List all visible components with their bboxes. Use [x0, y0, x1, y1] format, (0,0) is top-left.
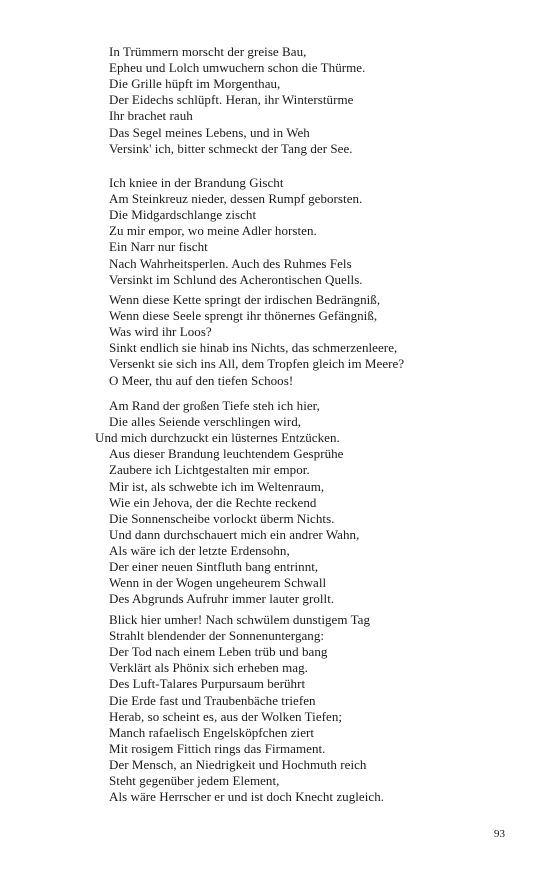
poem-line: Der Tod nach einem Leben trüb und bang — [109, 644, 328, 659]
poem-line: Steht gegenüber jedem Element, — [109, 773, 280, 788]
poem-line: Die Midgardschlange zischt — [109, 207, 257, 222]
poem-line: Am Steinkreuz nieder, dessen Rumpf geborsten. — [109, 191, 363, 206]
poem-line: Ich kniee in der Brandung Gischt — [109, 175, 284, 190]
poem-line: Des Abgrunds Aufruhr immer lauter grollt. — [109, 591, 335, 606]
poem-line: Die Grille hüpft im Morgenthau, — [109, 76, 281, 91]
poem-line: Als wäre ich der letzte Erdensohn, — [109, 543, 290, 558]
poem-line: Die Sonnenscheibe vorlockt überm Nichts. — [109, 511, 335, 526]
poem-line: Zu mir empor, wo meine Adler horsten. — [109, 223, 317, 238]
poem-line: Manch rafaelisch Engelsköpfchen ziert — [109, 725, 315, 740]
poem-line: Versink' ich, bitter schmeckt der Tang der See. — [109, 141, 353, 156]
poem-line: Ein Narr nur fischt — [109, 239, 208, 254]
poem-line: Die Erde fast und Traubenbäche triefen — [109, 693, 316, 708]
poem-line: Der Eidechs schlüpft. Heran, ihr Winterstürme — [109, 92, 354, 107]
poem-line: Aus dieser Brandung leuchtendem Gesprühe — [109, 446, 344, 461]
poem-line: Und mich durchzuckt ein lüsternes Entzücken. — [95, 430, 340, 445]
poem-line: Nach Wahrheitsperlen. Auch des Ruhmes Fels — [109, 256, 352, 271]
poem-line: Strahlt blendender der Sonnenuntergang: — [109, 628, 325, 643]
poem-line: Wenn diese Seele sprengt ihr thönernes Gefängniß, — [109, 308, 378, 323]
poem-line: Epheu und Lolch umwuchern schon die Thürme. — [109, 60, 366, 75]
poem-line: Wenn in der Wogen ungeheurem Schwall — [109, 575, 327, 590]
poem-line: Herab, so scheint es, aus der Wolken Tiefen; — [109, 709, 343, 724]
poem-line: O Meer, thu auf den tiefen Schoos! — [109, 373, 294, 388]
poem-line: Des Luft-Talares Purpursaum berührt — [109, 676, 306, 691]
poem-line: In Trümmern morscht der greise Bau, — [109, 44, 307, 59]
poem-line: Am Rand der großen Tiefe steh ich hier, — [109, 398, 320, 413]
poem-line: Der einer neuen Sintfluth bang entrinnt, — [109, 559, 319, 574]
poem-line: Die alles Seiende verschlingen wird, — [109, 414, 302, 429]
poem-line: Verklärt als Phönix sich erheben mag. — [109, 660, 308, 675]
poem-line: Mit rosigem Fittich rings das Firmament. — [109, 741, 326, 756]
poem-line: Blick hier umher! Nach schwülem dunstigem Tag — [109, 612, 371, 627]
poem-line: Ihr brachet rauh — [109, 108, 193, 123]
poem-line: Versenkt sie sich ins All, dem Tropfen gleich im Meere? — [109, 356, 405, 371]
poem-line: Wie ein Jehova, der die Rechte reckend — [109, 495, 317, 510]
page-number: 93 — [494, 828, 505, 840]
poem-line: Als wäre Herrscher er und ist doch Knecht zugleich. — [109, 789, 385, 804]
poem-line: Sinkt endlich sie hinab ins Nichts, das schmerzenleere, — [109, 340, 398, 355]
poem-line: Zaubere ich Lichtgestalten mir empor. — [109, 462, 310, 477]
poem-line: Was wird ihr Loos? — [109, 324, 212, 339]
poem-line: Versinkt im Schlund des Acherontischen Quells. — [109, 272, 363, 287]
poem-line: Mir ist, als schwebte ich im Weltenraum, — [109, 479, 325, 494]
poem-line: Und dann durchschauert mich ein andrer Wahn, — [109, 527, 360, 542]
poem-line: Das Segel meines Lebens, und in Weh — [109, 125, 310, 140]
poem-line: Der Mensch, an Niedrigkeit und Hochmuth reich — [109, 757, 367, 772]
poem-line: Wenn diese Kette springt der irdischen Bedrängniß, — [109, 292, 381, 307]
